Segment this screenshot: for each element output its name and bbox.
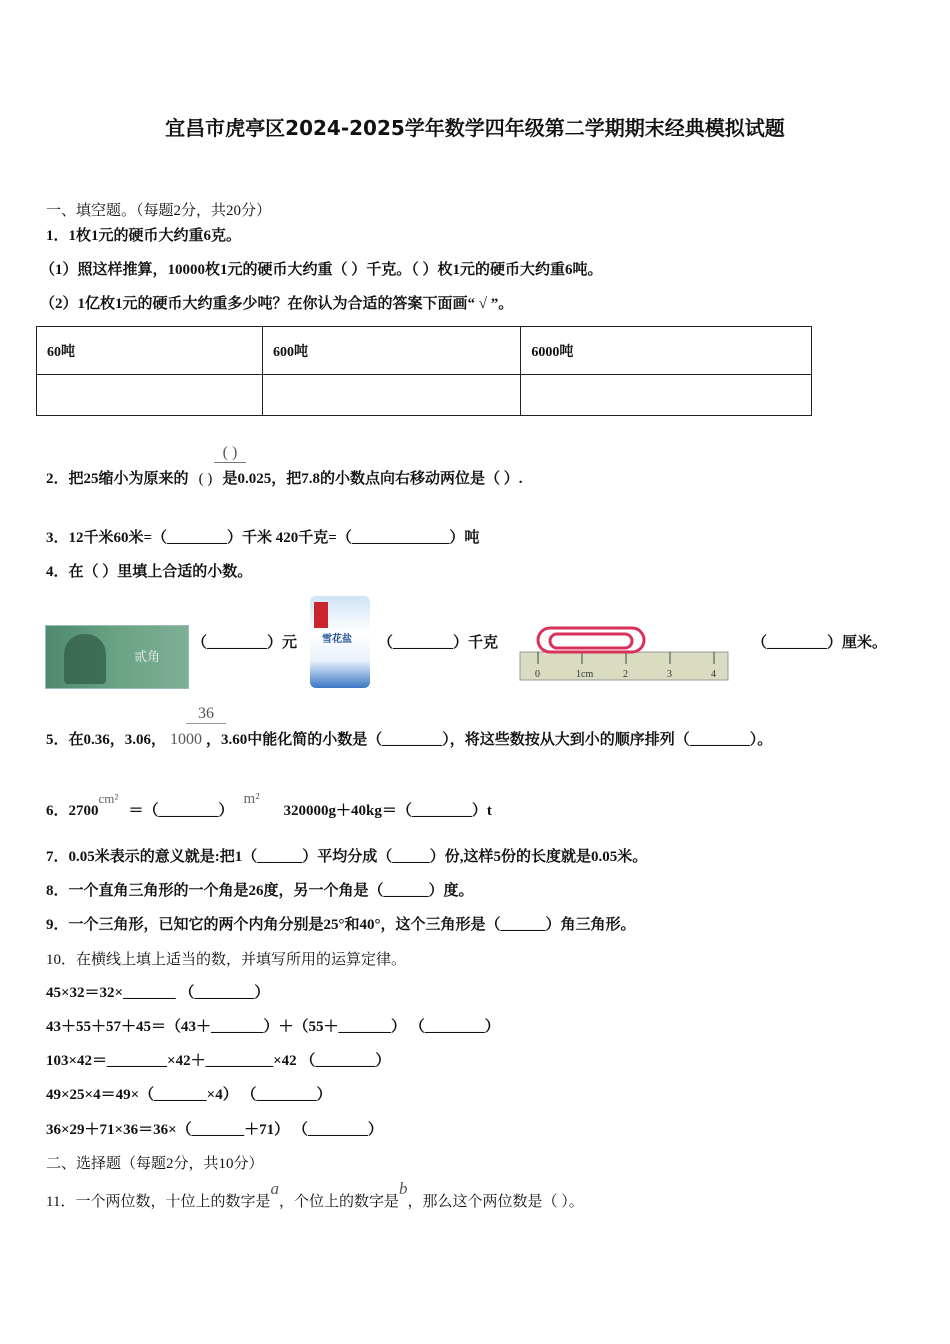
question-2 (46, 469, 523, 489)
equation-line: 43＋55＋57＋45＝（43＋_______）＋（55＋_______） （________） (46, 1019, 500, 1035)
question-5-text: 5．在0.36，3.06， (46, 732, 167, 748)
question-5-text: ，3.60中能化简的小数是（________），将这些数按从大到小的顺序排列（________）。 (206, 732, 773, 748)
fraction-denominator: 1000 (170, 731, 203, 748)
question-11-text: ，个位上的数字是 (278, 1194, 399, 1210)
answer-cell[interactable] (521, 375, 812, 416)
ruler-with-paperclip-image (518, 622, 736, 684)
section-1-heading: 一、填空题。（每题2分，共20分） (46, 203, 272, 219)
equation-line: 103×42＝________×42＋_________×42 （________） (46, 1053, 391, 1069)
salt-label: 雪花盐 (322, 634, 352, 645)
banknote-label: 贰角 (134, 650, 161, 665)
banknote-image (45, 625, 189, 689)
equation-line: 45×32＝32×_______ （________） (46, 985, 270, 1001)
blank-yuan: （________）元 (192, 635, 298, 651)
question-6-text: 320000g＋40kg＝（________）t (283, 803, 492, 819)
question-11-text: ，那么这个两位数是（ ）。 (407, 1194, 584, 1210)
question-8: 8．一个直角三角形的一个角是26度，另一个角是（______）度。 (46, 883, 474, 899)
variable-a: a (270, 1179, 279, 1198)
unit-cm2: cm² (98, 791, 119, 806)
section-2-heading: 二、选择题（每题2分，共10分） (46, 1156, 264, 1172)
question-6-text: 6．2700 (46, 803, 99, 819)
table-header: 600吨 (263, 327, 521, 375)
salt-bag-image (310, 596, 370, 688)
question-4: 4．在（ ）里填上合适的小数。 (46, 564, 253, 580)
answer-table (36, 326, 812, 416)
fraction-numerator: 36 (186, 705, 226, 724)
equation-line: 36×29＋71×36＝36×（_______＋71） （________） (46, 1122, 383, 1138)
answer-cell[interactable] (263, 375, 521, 416)
table-header: 6000吨 (521, 327, 812, 375)
question-1-part-1: （1）照这样推算，10000枚1元的硬币大约重（ ）千克。（ ）枚1元的硬币大约重6吨。 (40, 262, 603, 278)
question-1-part-2: （2）1亿枚1元的硬币大约重多少吨？在你认为合适的答案下面画“ √ ”。 (40, 296, 514, 312)
fraction-denominator: ( ) (198, 471, 213, 487)
answer-cell[interactable] (37, 375, 263, 416)
question-9: 9．一个三角形，已知它的两个内角分别是25°和40°，这个三角形是（______）角三角形。 (46, 917, 636, 933)
blank-kilogram: （________）千克 (378, 635, 499, 651)
svg-text:2: 2 (623, 669, 628, 680)
page-title: 宜昌市虎亭区2024-2025学年数学四年级第二学期期末经典模拟试题 (165, 116, 785, 140)
portrait-figure (64, 634, 106, 684)
svg-text:4: 4 (711, 669, 716, 680)
question-3: 3．12千米60米=（________）千米 420千克=（_____________）吨 (46, 530, 480, 546)
table-header: 60吨 (37, 327, 263, 375)
question-5 (46, 730, 772, 750)
question-7: 7．0.05米表示的意义就是:把1（______）平均分成（_____）份,这样5份的长度就是0.05米。 (46, 849, 648, 865)
fraction-numerator: ( ) (214, 444, 246, 463)
blank-centimeter: （________）厘米。 (752, 635, 888, 651)
unit-m2: m² (243, 791, 260, 807)
question-6-text: ＝（________） (128, 803, 234, 819)
svg-text:0: 0 (535, 669, 540, 680)
ruler-unit-label: 1cm (576, 669, 594, 680)
question-11-text: 11．一个两位数，十位上的数字是 (46, 1194, 271, 1210)
question-2-text: 是0.025，把7.8的小数点向右移动两位是（ ）. (222, 471, 523, 487)
equation-line: 49×25×4＝49×（_______×4） （________） (46, 1087, 332, 1103)
variable-b: b (398, 1179, 408, 1198)
svg-text:3: 3 (667, 669, 672, 680)
question-2-text: 2．把25缩小为原来的 (46, 471, 189, 487)
question-1: 1．1枚1元的硬币大约重6克。 (46, 228, 242, 244)
question-11 (46, 1179, 584, 1212)
salt-logo (314, 602, 328, 628)
question-6 (46, 791, 492, 821)
question-10: 10．在横线上填上适当的数，并填写所用的运算定律。 (46, 952, 407, 968)
